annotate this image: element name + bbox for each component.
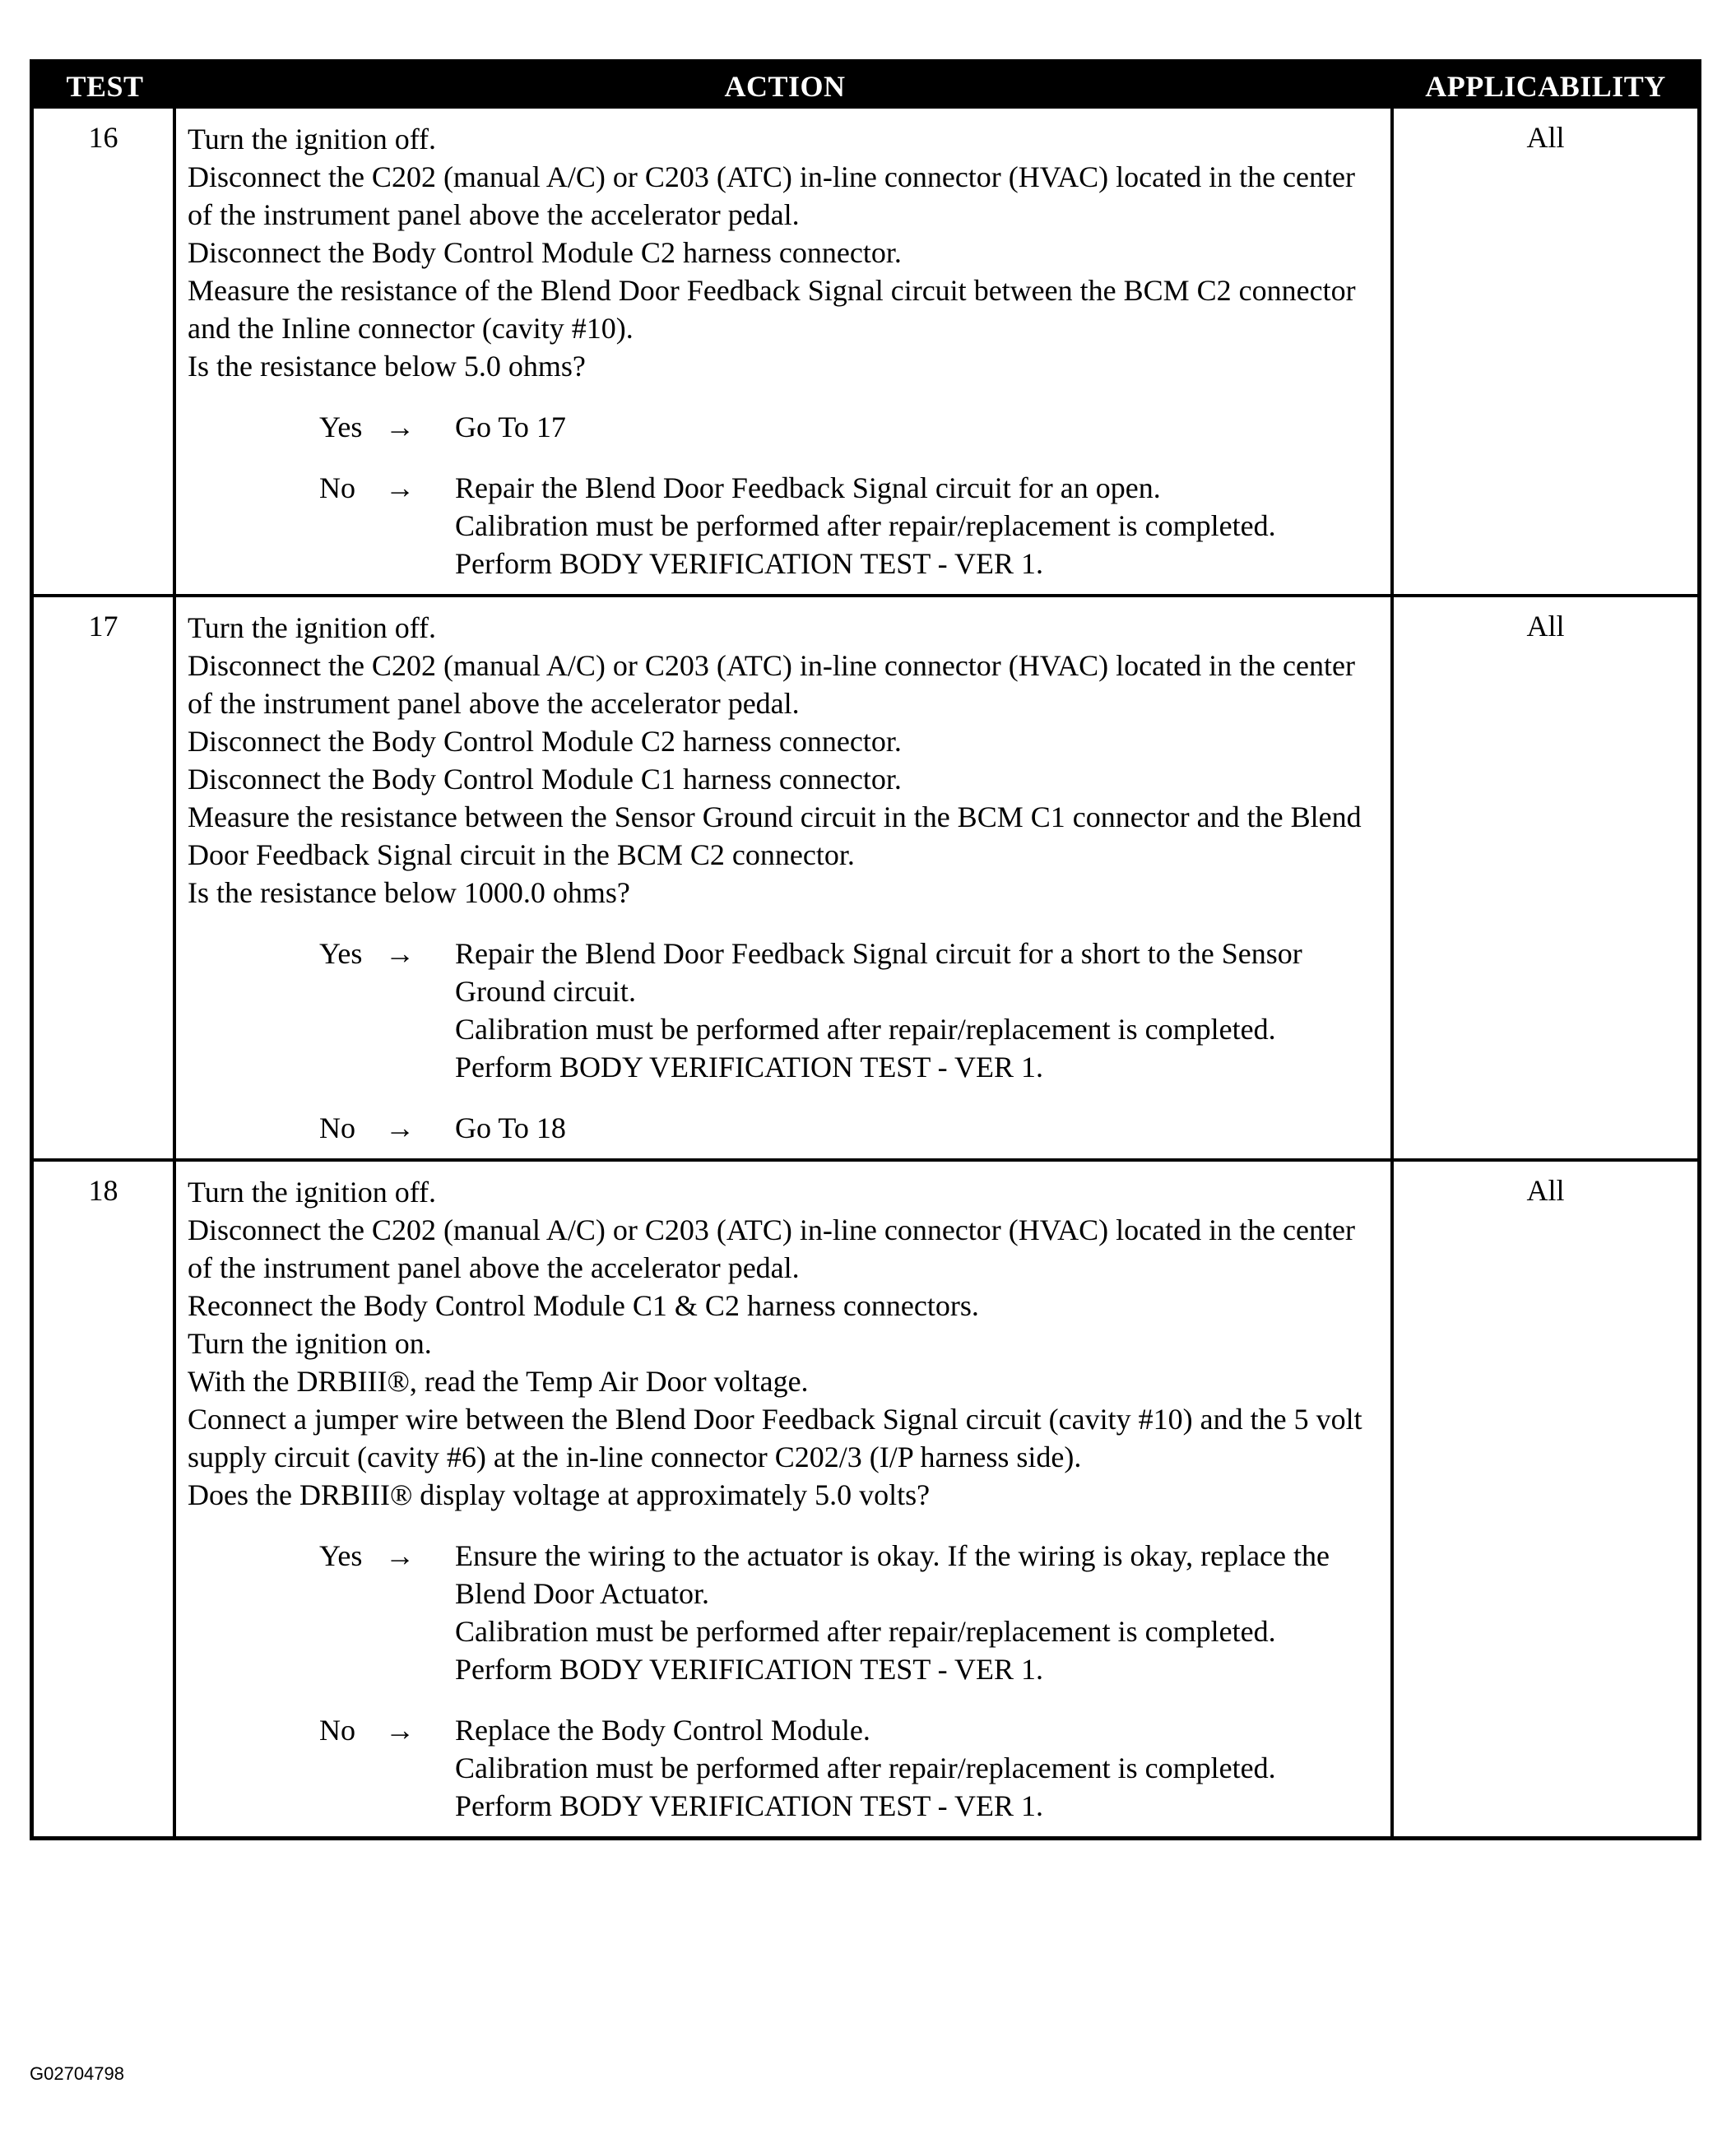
outcome-answer: No bbox=[319, 471, 355, 504]
figure-id: G02704798 bbox=[30, 2063, 124, 2084]
action-step: Turn the ignition on. bbox=[188, 1327, 432, 1360]
action-step: Disconnect the Body Control Module C2 harness connector. bbox=[188, 725, 902, 758]
outcome-line: Perform BODY VERIFICATION TEST - VER 1. bbox=[455, 1789, 1044, 1822]
action-cell bbox=[176, 109, 1394, 594]
action-cell bbox=[176, 1162, 1394, 1836]
test-number: 18 bbox=[34, 1162, 176, 1836]
outcome-line: Perform BODY VERIFICATION TEST - VER 1. bbox=[455, 1051, 1044, 1083]
outcome-result bbox=[455, 935, 1382, 1086]
outcome-line: Go To 17 bbox=[455, 411, 566, 443]
header-action: ACTION bbox=[724, 69, 846, 103]
outcome-answer: Yes bbox=[319, 411, 363, 443]
table-header bbox=[34, 63, 1697, 109]
action-cell bbox=[176, 597, 1394, 1158]
outcome-line: Calibration must be performed after repair/replacement is completed. bbox=[455, 509, 1276, 542]
table-row bbox=[34, 109, 1697, 594]
outcome-answer: Yes bbox=[319, 937, 363, 970]
applicability: All bbox=[1526, 1174, 1565, 1207]
action-step: Is the resistance below 5.0 ohms? bbox=[188, 350, 586, 383]
outcome-answer: No bbox=[319, 1714, 355, 1747]
header-test: TEST bbox=[66, 69, 144, 103]
outcome-line: Repair the Blend Door Feedback Signal circuit for an open. bbox=[455, 471, 1161, 504]
outcome-line: Replace the Body Control Module. bbox=[455, 1714, 870, 1747]
arrow-right-icon: → bbox=[385, 471, 415, 504]
outcome-answer: Yes bbox=[319, 1539, 363, 1572]
action-step: Disconnect the Body Control Module C2 harness connector. bbox=[188, 236, 902, 269]
action-step: Connect a jumper wire between the Blend Door Feedback Signal circuit (cavity #10) and the 5 volt supply circuit (cavity #6) at the in-line connector C202/3 (I/P harness side). bbox=[188, 1403, 1362, 1473]
test-number: 16 bbox=[34, 109, 176, 594]
action-step: Is the resistance below 1000.0 ohms? bbox=[188, 876, 630, 909]
table-row bbox=[34, 1158, 1697, 1836]
outcome-line: Perform BODY VERIFICATION TEST - VER 1. bbox=[455, 1653, 1044, 1686]
action-step: Turn the ignition off. bbox=[188, 1176, 437, 1209]
table-row bbox=[34, 594, 1697, 1158]
action-step: Disconnect the C202 (manual A/C) or C203 (ATC) in-line connector (HVAC) located in the center of the instrument panel above the accelerator pedal. bbox=[188, 1213, 1355, 1284]
action-step: Disconnect the C202 (manual A/C) or C203 (ATC) in-line connector (HVAC) located in the center of the instrument panel above the accelerator pedal. bbox=[188, 160, 1355, 231]
outcome-answer: No bbox=[319, 1111, 355, 1144]
outcome-line: Calibration must be performed after repair/replacement is completed. bbox=[455, 1615, 1276, 1648]
arrow-right-icon: → bbox=[385, 937, 415, 970]
outcome-line: Calibration must be performed after repair/replacement is completed. bbox=[455, 1752, 1276, 1784]
action-step: Measure the resistance of the Blend Door Feedback Signal circuit between the BCM C2 connector and the Inline connector (cavity #10). bbox=[188, 274, 1356, 345]
outcome-line: Perform BODY VERIFICATION TEST - VER 1. bbox=[455, 547, 1044, 580]
outcome-result bbox=[455, 408, 1382, 446]
outcome-no bbox=[188, 1711, 1382, 1825]
arrow-right-icon: → bbox=[385, 1111, 415, 1144]
action-step: Turn the ignition off. bbox=[188, 123, 437, 155]
outcome-line: Calibration must be performed after repair/replacement is completed. bbox=[455, 1013, 1276, 1046]
table-body bbox=[34, 109, 1697, 1836]
outcome-line: Go To 18 bbox=[455, 1111, 566, 1144]
outcome-yes bbox=[188, 408, 1382, 446]
action-step: Disconnect the Body Control Module C1 harness connector. bbox=[188, 763, 902, 796]
arrow-right-icon: → bbox=[385, 1714, 415, 1747]
arrow-right-icon: → bbox=[385, 1539, 415, 1572]
applicability: All bbox=[1526, 610, 1565, 643]
outcome-result bbox=[455, 1109, 1382, 1147]
outcome-yes bbox=[188, 1537, 1382, 1688]
action-step: Reconnect the Body Control Module C1 & C2 harness connectors. bbox=[188, 1289, 979, 1322]
outcome-result bbox=[455, 1711, 1382, 1825]
outcome-result bbox=[455, 469, 1382, 582]
action-step: With the DRBIII®, read the Temp Air Door voltage. bbox=[188, 1365, 809, 1398]
outcome-no bbox=[188, 1109, 1382, 1147]
arrow-right-icon: → bbox=[385, 411, 415, 443]
outcome-line: Repair the Blend Door Feedback Signal circuit for a short to the Sensor Ground circuit. bbox=[455, 937, 1302, 1008]
outcome-no bbox=[188, 469, 1382, 582]
action-step: Measure the resistance between the Sensor Ground circuit in the BCM C1 connector and the Blend Door Feedback Signal circuit in the BCM C2 connector. bbox=[188, 800, 1362, 871]
action-step: Turn the ignition off. bbox=[188, 611, 437, 644]
applicability: All bbox=[1526, 121, 1565, 154]
outcome-line: Ensure the wiring to the actuator is okay. If the wiring is okay, replace the Blend Door Actuator. bbox=[455, 1539, 1330, 1610]
header-applicability: APPLICABILITY bbox=[1425, 69, 1666, 103]
outcome-yes bbox=[188, 935, 1382, 1086]
action-step: Disconnect the C202 (manual A/C) or C203 (ATC) in-line connector (HVAC) located in the center of the instrument panel above the accelerator pedal. bbox=[188, 649, 1355, 720]
action-step: Does the DRBIII® display voltage at approximately 5.0 volts? bbox=[188, 1478, 931, 1511]
outcome-result bbox=[455, 1537, 1382, 1688]
diagnostic-test-table bbox=[30, 59, 1701, 1840]
test-number: 17 bbox=[34, 597, 176, 1158]
